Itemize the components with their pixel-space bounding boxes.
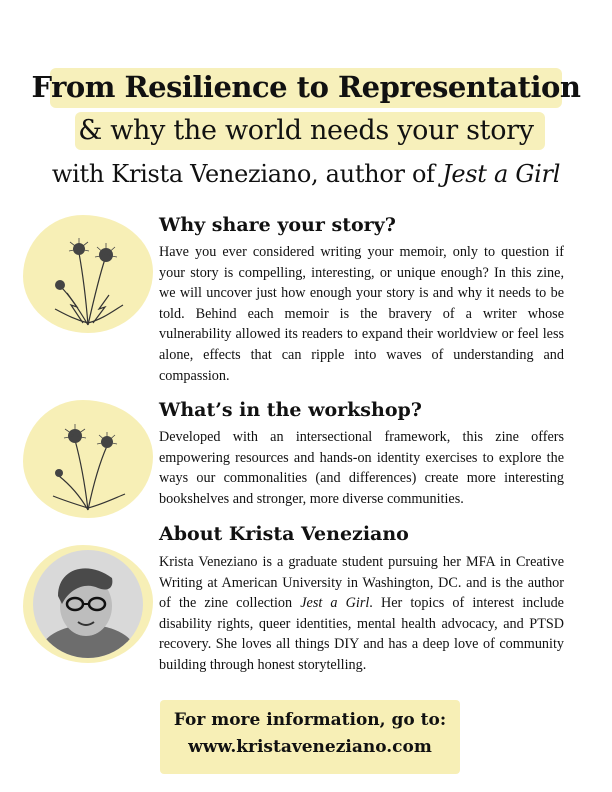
- author-photo: [28, 548, 148, 660]
- page-subtitle: & why the world needs your story: [78, 115, 534, 146]
- book-title: Jest a Girl: [442, 160, 561, 188]
- section-body-about: Krista Veneziano is a graduate student pursuing her MFA in Creative Writing at American University in Washington, DC. and is the author of the zine collection Jest a Girl. Her topics of interest include disability rights, queer identities, mental health advocacy, and PTSD recovery. She loves all things DIY and has a deep love of community building through honest storytelling.: [159, 554, 564, 673]
- dandelion-icon: [33, 400, 143, 518]
- section-body-workshop: Developed with an intersectional framework, this zine offers empowering resources and hands-on identity exercises to explore the ways our commonalities (and differences) create more interesting bookshelves and stronger, more diverse communities.: [159, 429, 564, 507]
- section-body-why: Have you ever considered writing your memoir, only to question if your story is compelling, interesting, or unique enough? In this zine, we will uncover just how enough your story is and why it needs to be told. Behind each memoir is the bravery of a writer whose vulnerability allowed its readers to expand their worldview or feel less alone, effects that can ripple into waves of understanding and compassion.: [159, 244, 564, 384]
- section-heading-about: About Krista Veneziano: [159, 523, 409, 545]
- dandelion-icon: [33, 215, 143, 333]
- page-title: From Resilience to Representation: [31, 70, 581, 104]
- section-heading-workshop: What’s in the workshop?: [159, 399, 422, 421]
- page-byline: with Krista Veneziano, author of Jest a Girl: [51, 160, 561, 188]
- section-heading-why: Why share your story?: [159, 214, 396, 236]
- website-link[interactable]: www.kristaveneziano.com: [188, 737, 432, 757]
- cta-text: For more information, go to:: [173, 710, 447, 730]
